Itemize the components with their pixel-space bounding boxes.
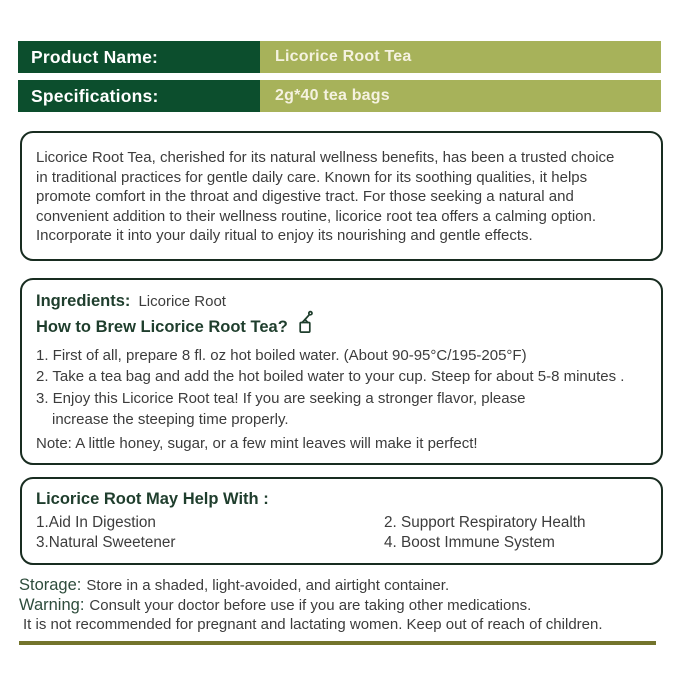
benefits-grid bbox=[36, 513, 651, 553]
teabag-icon bbox=[297, 310, 314, 341]
brew-box bbox=[20, 278, 663, 465]
warning-line-1 bbox=[19, 596, 661, 616]
ingredients-label: Ingredients: bbox=[36, 291, 131, 310]
storage-line bbox=[19, 576, 661, 596]
howto-title: How to Brew Licorice Root Tea? bbox=[36, 317, 288, 336]
benefit-item: 2. Support Respiratory Health bbox=[384, 513, 586, 531]
header bbox=[0, 0, 679, 112]
ingredients-value: Licorice Root bbox=[138, 292, 226, 310]
brew-step: 3. Enjoy this Licorice Root tea! If you are seeking a stronger flavor, please bbox=[36, 389, 526, 407]
brew-step-continuation: increase the steeping time properly. bbox=[52, 411, 289, 429]
brew-note: Note: A little honey, sugar, or a few mint leaves will make it perfect! bbox=[36, 434, 478, 452]
description-line: in traditional practices for gentle daily care. Known for its soothing qualities, it helps bbox=[36, 168, 588, 186]
bottom-rule bbox=[19, 641, 656, 645]
footer bbox=[19, 576, 661, 645]
description-line: Incorporate it into your daily ritual to enjoy its nourishing and gentle effects. bbox=[36, 227, 533, 245]
product-name-value: Licorice Root Tea bbox=[260, 41, 661, 73]
warning-label: Warning: bbox=[19, 595, 85, 614]
description-line: Licorice Root Tea, cherished for its natural wellness benefits, has been a trusted choice bbox=[36, 149, 615, 166]
description-box bbox=[20, 131, 663, 261]
storage-text: Store in a shaded, light-avoided, and airtight container. bbox=[86, 576, 450, 594]
description-line: convenient addition to their wellness routine, licorice root tea offers a calming option. bbox=[36, 207, 597, 225]
brew-step: 2. Take a tea bag and add the hot boiled water to your cup. Steep for about 5-8 minutes . bbox=[36, 368, 625, 386]
specifications-label: Specifications: bbox=[18, 80, 260, 112]
ingredients-line bbox=[36, 290, 651, 313]
brew-step: 1. First of all, prepare 8 fl. oz hot boiled water. (About 90-95°C/195-205°F) bbox=[36, 346, 527, 364]
benefits-box bbox=[20, 477, 663, 565]
benefit-item: 4. Boost Immune System bbox=[384, 534, 555, 552]
specifications-value: 2g*40 tea bags bbox=[260, 80, 661, 112]
description-line: promote comfort in the throat and digestive tract. For those seeking a natural and bbox=[36, 188, 574, 206]
warning-text: Consult your doctor before use if you are taking other medications. bbox=[89, 596, 532, 614]
benefit-item: 3.Natural Sweetener bbox=[36, 534, 176, 552]
warning-line-2: It is not recommended for pregnant and lactating women. Keep out of reach of children. bbox=[23, 615, 603, 633]
storage-label: Storage: bbox=[19, 575, 82, 594]
benefits-title: Licorice Root May Help With : bbox=[36, 489, 269, 508]
specifications-row bbox=[18, 80, 661, 112]
product-name-label: Product Name: bbox=[18, 41, 260, 73]
howto-title-line bbox=[36, 313, 651, 341]
benefit-item: 1.Aid In Digestion bbox=[36, 513, 156, 531]
product-name-row bbox=[18, 41, 661, 73]
